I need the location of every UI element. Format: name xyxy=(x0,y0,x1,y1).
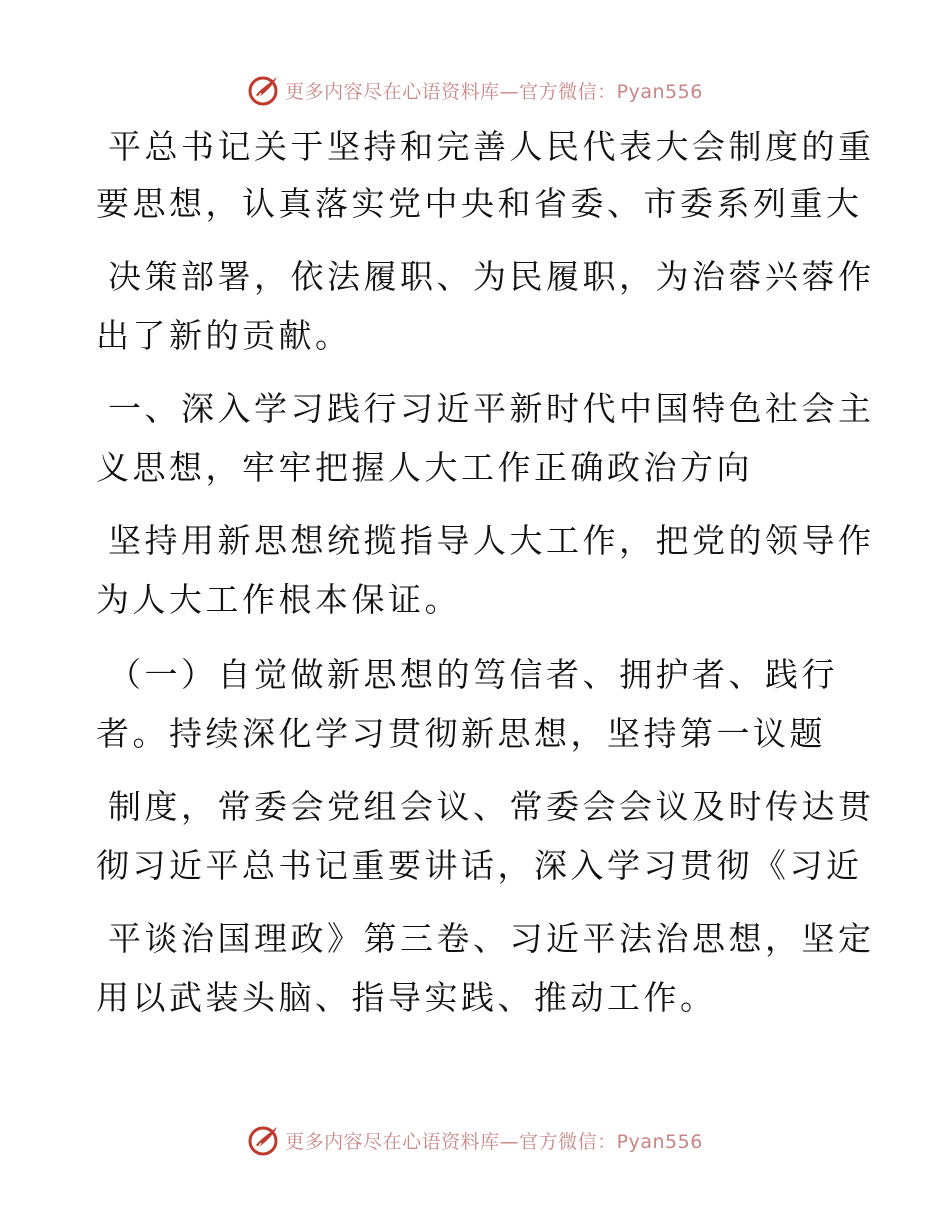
text-line-3: 决策部署，依法履职、为民履职，为治蓉兴蓉作 xyxy=(108,257,875,296)
section-heading-line-2: 义思想，牢牢把握人大工作正确政治方向 xyxy=(96,448,753,487)
watermark-text: 更多内容尽在心语资料库—官方微信：Pyan556 xyxy=(285,1130,703,1153)
text-line-1: 平总书记关于坚持和完善人民代表大会制度的重 xyxy=(108,127,875,166)
text-line-6: 为人大工作根本保证。 xyxy=(96,580,461,619)
text-line-9: 平谈治国理政》第三卷、习近平法治思想，坚定 xyxy=(108,919,875,958)
text-line-10: 用以武装头脑、指导实践、推动工作。 xyxy=(96,978,717,1017)
text-line-5: 坚持用新思想统揽指导人大工作，把党的领导作 xyxy=(108,521,875,560)
header-watermark xyxy=(0,70,950,110)
quill-seal-icon xyxy=(247,73,281,107)
text-line-4: 出了新的贡献。 xyxy=(96,316,352,355)
text-line-8: 彻习近平总书记重要讲话，深入学习贯彻《习近 xyxy=(96,846,863,885)
subsection-line-2: 者。持续深化学习贯彻新思想，坚持第一议题 xyxy=(96,714,826,753)
section-heading-line-1: 一、深入学习践行习近平新时代中国特色社会主 xyxy=(108,389,875,428)
quill-seal-icon xyxy=(247,1123,281,1157)
footer-watermark xyxy=(0,1120,950,1160)
watermark-text: 更多内容尽在心语资料库—官方微信：Pyan556 xyxy=(285,80,703,103)
text-line-7: 制度，常委会党组会议、常委会会议及时传达贯 xyxy=(108,787,875,826)
subsection-line-1: （一）自觉做新思想的笃信者、拥护者、践行 xyxy=(108,655,838,694)
text-line-2: 要思想，认真落实党中央和省委、市委系列重大 xyxy=(96,184,863,223)
